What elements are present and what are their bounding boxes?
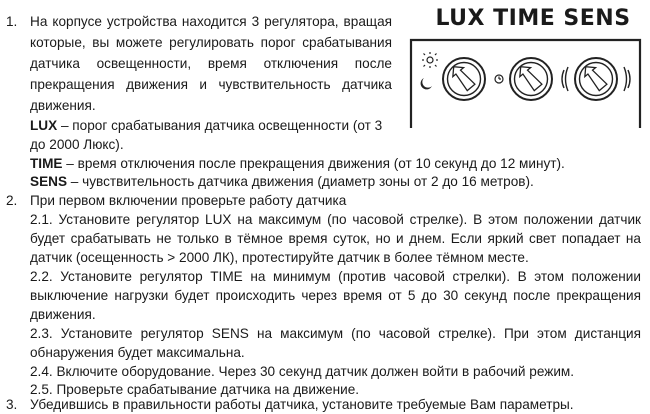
step-2-2-line-2: выключение нагрузки будет происходить через время от 5 до 30 секунд после прекращения [30, 288, 641, 303]
sensor-controls-diagram [400, 0, 650, 128]
sens-definition-text: – чувствительность датчика движения (диаметр зоны от 2 до 16 метров). [67, 174, 534, 189]
lux-knob [443, 58, 485, 100]
sensitivity-waves-right-icon [624, 67, 630, 91]
lux-definition-cont: до 2000 Люкс). [30, 137, 124, 152]
time-definition-text: – время отключения после прекращения движения (от 10 секунд до 12 минут). [62, 156, 565, 171]
item-1-line-3: датчика освещенности, время отключения после [30, 56, 392, 71]
sun-icon [422, 52, 438, 68]
lux-term: LUX [30, 118, 58, 133]
item-1-line-1: На корпусе устройства находится 3 регулятора, вращая [30, 14, 392, 29]
item-1-line-5: движения. [30, 98, 96, 113]
sens-knob [575, 58, 617, 100]
item-1-line-2: которые, вы можете регулировать порог срабатывания [30, 35, 392, 50]
item-2-number: 2. [6, 193, 18, 208]
item-1-number: 1. [6, 14, 18, 29]
time-term: TIME [30, 156, 63, 171]
step-2-3-line-1: 2.3. Установите регулятор SENS на максимум (по часовой стрелке). При этом дистанция [30, 326, 641, 341]
sens-definition [30, 173, 534, 191]
item-3-line-1: Убедившись в правильности работы датчика, установите требуемые Вам параметры. [30, 397, 574, 412]
clock-icon [495, 75, 503, 83]
diagram-title: LUX TIME SENS [435, 6, 631, 31]
lux-definition [30, 117, 382, 135]
step-2-2-line-1: 2.2. Установите регулятор TIME на минимум (против часовой стрелки). В этом положении [30, 269, 641, 284]
sensitivity-waves-icon [562, 67, 568, 91]
step-2-5-line-1: 2.5. Проверьте срабатывание датчика на движение. [30, 382, 360, 397]
moon-icon [421, 78, 432, 89]
item-1-line-4: прекращения движения и чувствительность датчика [30, 77, 392, 92]
step-2-2-line-3: движения. [30, 307, 96, 322]
sens-term: SENS [30, 174, 68, 189]
time-knob [510, 58, 552, 100]
step-2-1-line-1: 2.1. Установите регулятор LUX на максимум (по часовой стрелке). В этом положении датчик [30, 212, 641, 227]
lux-definition-text: – порог срабатывания датчика освещенности (от 3 [57, 118, 383, 133]
item-2-line-1: При первом включении проверьте работу датчика [30, 193, 347, 208]
item-3-number: 3. [6, 397, 18, 412]
step-2-1-line-3: датчик (осещенность > 2000 ЛК), протестируйте датчик в более тёмном месте. [30, 250, 529, 265]
time-definition [30, 155, 565, 173]
step-2-1-line-2: будет срабатывать не только в тёмное время суток, но и днем. Если яркий свет попадает на [30, 231, 641, 246]
controls-panel-drawing [400, 0, 650, 128]
step-2-4-line-1: 2.4. Включите оборудование. Через 30 секунд датчик должен войти в рабочий режим. [30, 364, 575, 379]
step-2-3-line-2: обнаружения будет максимальна. [30, 345, 245, 360]
